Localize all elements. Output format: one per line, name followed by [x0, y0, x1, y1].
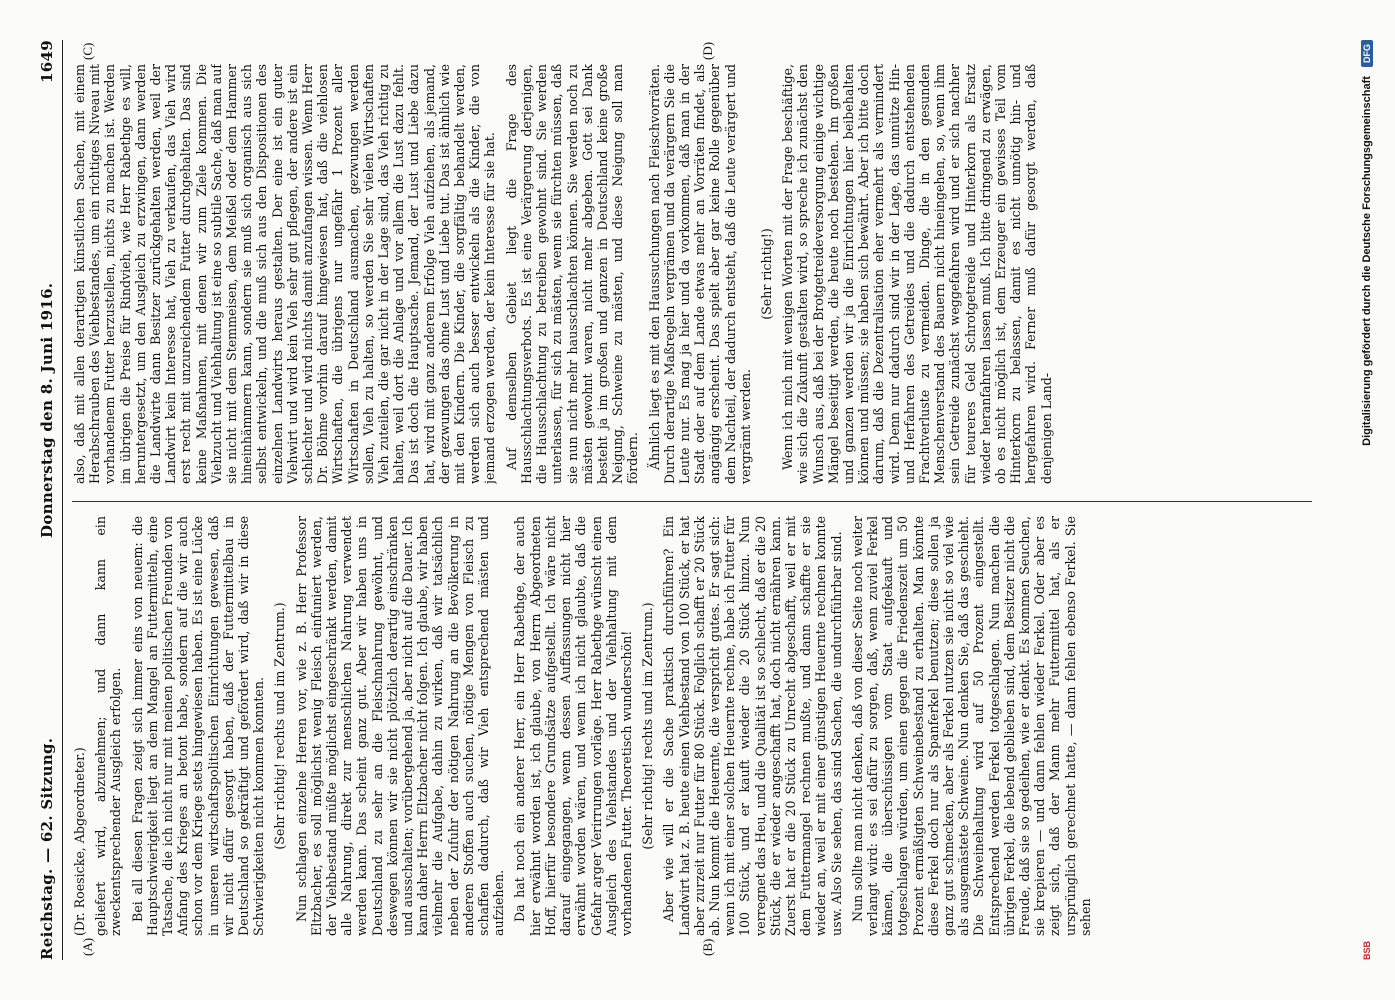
- paragraph: Wenn ich mich mit wenigen Worten mit der Frage beschäftige, wie sich die Zukunft gestalten wird, so spreche ich zunächst den Wunsch aus, daß bei der Brotgetreideversorgung einige wichtige Mängel beseitigt werden, die heute noch bestehen. Im großen und ganzen werden wir ja die Einrichtungen hier beibehalten können und müssen; sie haben sich bewährt. Aber ich bitte doch darum, daß die Dezentralisation eher vermehrt als vermindert wird. Denn nur dadurch sind wir in der Lage, das unnütze Hin- und Herfahren des Getreides und die dadurch entstehenden Frachtverluste zu vermeiden. Dinge, die in den gesunden Menschenverstand des Bauern nicht hineingehen, so, wenn ihm sein Getreide zunächst weggefahren wird und er sich nachher für teureres Geld Schrotgetreide und Hinterkorn als Ersatz wieder heranfahren lassen muß. Ich bitte dringend zu erwägen, ob es nicht möglich ist, dem Erzeuger ein gewisses Teil vom Hinterkorn zu belassen, damit es nicht unnötig hin- und hergefahren wird. Ferner muß dafür gesorgt werden, daß denjenigen Land-: [780, 64, 1054, 484]
- digitization-credit: [1361, 40, 1373, 446]
- interjection: (Sehr richtig! rechts und im Zentrum.): [640, 602, 656, 850]
- paragraph: Auf demselben Gebiet liegt die Frage des Hausschlachtungsverbots. Es ist eine Verärgerung derjenigen, die Hausschlachtung zu betreiben gewohnt sind. Sie werden unterlassen, für sich zu mästen, wenn sie fürchten müssen, daß sie nun nicht mehr hausschlachten können. Sie werden noch zu mästen gewohnt waren, nicht mehr abgeben. Gott sei Dank besteht ja im großen und ganzen in Deutschland keine große Neigung, Schweine zu mästen, und diese Neigung soll man fördern.: [503, 64, 641, 484]
- column-divider: [72, 501, 1312, 502]
- header-rule: [62, 40, 63, 960]
- page-number: 1649: [38, 40, 56, 83]
- margin-mark-d: (D): [700, 41, 715, 60]
- interjection: (Sehr richtig! rechts und im Zentrum.): [272, 602, 288, 850]
- margin-mark-b: (B): [700, 938, 715, 956]
- scan-footer: [1357, 40, 1377, 960]
- paragraph: Bei all diesen Fragen zeigt sich immer eins von neuem: die Hauptschwierigkeit liegt an dem Mangel an Futtermitteln, eine Tatsache, die ich nicht nur mit meinen politischen Freunden von Anfang des Krieges an betont habe, sondern auf die wir auch schon vor dem Kriege stets hingewiesen haben. Es ist eine Lücke in unseren wirtschaftspolitischen Einrichtungen gewesen, daß wir nicht dafür gesorgt haben, daß der Futtermittelbau in Deutschland so gekräftigt und gefördert wird, daß wir in diese Schwierigkeiten nicht kommen konnten.: [129, 516, 267, 936]
- credit-text: Digitalisierung gefördert durch die Deutsche Forschungsgemeinschaft: [1361, 76, 1373, 446]
- interjection: (Sehr richtig!): [758, 228, 774, 320]
- margin-mark-a: (A): [80, 937, 95, 956]
- paragraph: also, daß mit allen derartigen künstlichen Sachen, mit einem Herabschrauben des Viehbestandes, um ein richtiges Niveau mit vorhandenem Futter herzustellen, nichts zu machen ist. Werden im übrigen die Preise für Rindvieh, wie Herr Rabethge es will, heruntergesetzt, um den Ausgleich zu erzwingen, dann werden die Landwirte dann Besitzer zurückgehalten werden, weil der Landwirt kein Interesse hat, Vieh zu verkaufen, das Vieh wird erst recht mit unzureichendem Futter durchgehalten. Das sind keine Maßnahmen, mit denen wir zum Ziele kommen. Die Viehzucht und Viehhaltung ist eine so subtile Sache, daß man auf sie nicht mit dem Stemmeisen, dem Meißel oder dem Hammer hineinhämmern kann, sondern sie muß sich organisch aus sich selbst entwickeln, und die muß sich aus den Dispositionen des einzelnen Landwirts heraus gestalten. Der eine ist ein guter Viehwirt und wird kein Vieh sehr gut pflegen, der andere ist ein schlechter und wird nichts damit anzufangen wissen. Wenn Herr Dr. Böhme vorhin darauf hingewiesen hat, daß die viehlosen Wirtschaften, die übrigens nur ungefähr 1 Prozent aller Wirtschaften in Deutschland ausmachen, gezwungen werden sollen, Vieh zu halten, so werden Sie sehr vielen Wirtschaften Vieh zuteilen, die gar nicht in der Lage sind, das Vieh richtig zu halten, weil dort die Anlage und vor allem die Lust dazu fehlt. Das ist doch die Hauptsache. Jemand, der Lust und Liebe dazu hat, wird mit ganz anderem Erfolge Vieh aufziehen, als jemand, der gezwungen das ohne Lust und Liebe tut. Das ist ähnlich wie mit den Kindern. Die Kinder, die sorgfältig behandelt werden, werden sich auch besser entwickeln als die Kinder, die von jemand erzogen werden, der kein Interesse für sie hat.: [72, 64, 498, 484]
- paragraph: geliefert wird, abzunehmen; und dann kann ein zweckentsprechender Ausgleich erfolgen.: [93, 516, 124, 936]
- header-date: Donnerstag den 8. Juni 1916.: [38, 282, 56, 538]
- text-column-right: [72, 64, 1312, 484]
- paragraph: Da hat noch ein anderer Herr, ein Herr Rabethge, der auch hier erwähnt worden ist, ich glaube, von Herrn Abgeordneten Hoff, hierfür besondere Grundsätze aufgestellt. Ich wäre nicht darauf eingegangen, wenn dessen Auffassungen nicht hier erwähnt worden wären, und wenn ich nicht glaubte, daß die Gefahr arger Verirrungen vorläge. Herr Rabethge wünscht einen Ausgleich des Viehstandes und der Viehhaltung mit dem vorhandenen Futter. Theoretisch wunderschön!: [512, 516, 634, 936]
- dfg-logo-icon: DFG: [1361, 40, 1373, 67]
- page-header: [34, 40, 60, 960]
- bsb-mark: BSB: [1362, 940, 1372, 960]
- margin-mark-c: (C): [80, 42, 95, 60]
- header-left: Reichstag. — 62. Sitzung.: [38, 737, 56, 960]
- paragraph: Aber wie will er die Sache praktisch durchführen? Ein Landwirt hat z. B. heute einen Viehbestand von 100 Stück, er hat aber zurzeit nur Futter für 80 Stück. Folglich schafft er 20 Stück ab. Nun kommt die Heuernte, die verspricht gutes. Er sagt sich: wenn ich mit einer solchen Heuernte rechne, habe ich Futter für 100 Stück, und er kauft wieder die 20 Stück hinzu. Nun verregnet das Heu, und die Qualität ist so schlecht, daß er die 20 Stück, die er wieder angeschafft hat, doch nicht ernähren kann. Zuerst hat er die 20 Stück zu Unrecht abgeschafft, weil er mit dem Futtermangel rechnen mußte, und dann schaffte er sie wieder an, weil er mit einer günstigen Heuernte rechnen konnte usw. Also Sie sehen, das sind Sachen, die undurchführbar sind.: [661, 516, 844, 936]
- paragraph: Nun sollte man nicht denken, daß von dieser Seite noch weiter verlangt wird: es sei dafür zu sorgen, daß, wenn zuviel Ferkel kämen, die überschüssigen vom Staat aufgekauft und totgeschlagen würden, um einen gegen die Friedenszeit um 50 Prozent ermäßigten Schweinebestand zu erhalten. Man könnte diese Ferkel doch nur als Spanferkel benutzen; diese sollen ja ganz gut schmecken, aber als Ferkel nutzen sie nicht so viel wie als ausgemästete Schweine. Nun denken Sie, daß das geschieht. Die Schweinehaltung wird auf 50 Prozent eingestellt. Entsprechend werden Ferkel totgeschlagen. Nun machen die übrigen Ferkel, die lebend geblieben sind, dem Besitzer nicht die Freude, daß sie so gedeihen, wie er denkt. Es kommen Seuchen, sie krepieren — und dann fehlen wieder Ferkel. Oder aber es zeigt sich, daß der Mann mehr Futtermittel hat, als er ursprünglich gerechnet hatte, — dann fehlen ebenso Ferkel. Sie sehen: [849, 516, 1093, 936]
- paragraph: Nun schlagen einzelne Herren vor, wie z. B. Herr Professor Eltzbacher, es soll möglichst wenig Fleisch einfuniert werden, der Viehbestand müßte möglichst eingeschränkt werden, damit alle Nahrung, direkt zur menschlichen Nahrung verwendet werden kann. Das scheint ganz gut. Aber wir haben uns in Deutschland zu sehr an die Fleischnahrung gewöhnt, und deswegen können wir sie nicht plötzlich derartig einschränken und ausschalten; vorübergehend ja, aber nicht auf die Dauer. Ich kann daher Herrn Eltzbacher nicht folgen. Ich glaube, wir haben vielmehr die Aufgabe, dahin zu wirken, daß wir tatsächlich neben der Zufuhr der nötigen Nahrung an die Bevölkerung in anderen Stoffen auch suchen, nötige Mengen von Fleisch zu schaffen dadurch, daß wir Vieh entsprechend mästen und aufziehen.: [293, 516, 507, 936]
- text-column-left: [72, 516, 1312, 936]
- paragraph: (Dr. Roesicke, Abgeordneter.): [72, 747, 87, 936]
- paragraph: Ähnlich liegt es mit den Haussuchungen nach Fleischvorräten. Durch derartige Maßregeln vergrämen und da verärgern Sie die Leute nur. Es mag ja hier und da vorkommen, daß man in der Stadt oder auf dem Lande etwas mehr an Vorräten findet, als angängig erscheint. Das spielt aber gar keine Rolle gegenüber dem Nachteil, der dadurch entsteht, daß die Leute verärgert und vergrämt werden.: [646, 64, 753, 484]
